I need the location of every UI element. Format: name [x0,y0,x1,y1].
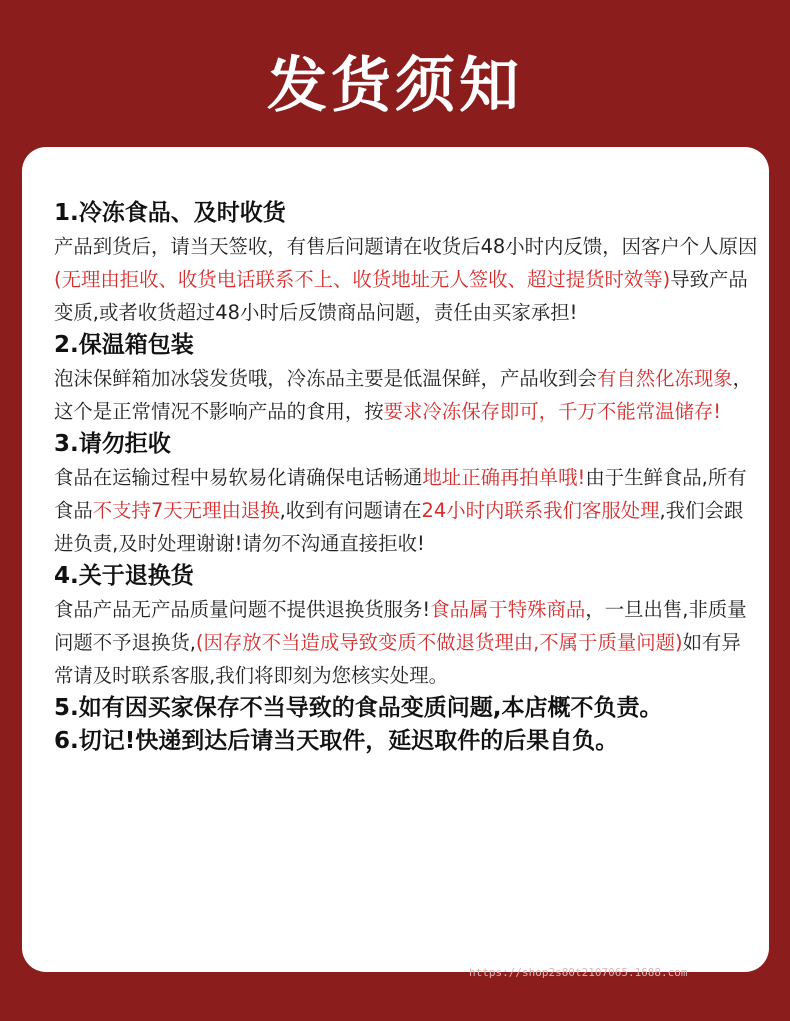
section-heading-2: 2.保温箱包装 [54,332,194,358]
text-run: 由于生鲜食品,所有食品 [54,466,747,522]
text-run: 食品在运输过程中易软易化请确保电话畅通 [54,466,423,489]
section-body-4 [54,593,759,692]
text-run: ，这个是正常情况不影响产品的食用，按 [54,367,753,423]
highlight-run: (无理由拒收、收货电话联系不上、收货地址无人签收、超过提货时效等) [54,268,671,291]
section-body-1 [54,230,759,329]
watermark-url: https://shop2s80t2107065.1688.com [469,966,688,979]
text-run: 食品产品无产品质量问题不提供退换货服务! [54,598,431,621]
text-run: ，一旦出售,非质量问题不予退换货, [54,598,747,654]
highlight-run: 要求冷冻保存即可，千万不能常温储存! [383,400,722,423]
highlight-run: 有自然化冻现象 [596,367,733,390]
highlight-run: 地址正确再拍单哦! [422,466,586,489]
text-run: ,收到有问题请在 [279,499,422,522]
section-body-2 [54,362,759,428]
highlight-run: 24小时内联系我们客服处理 [421,499,660,522]
text-run: 泡沫保鲜箱加冰袋发货哦，冷冻品主要是低温保鲜，产品收到会 [54,367,597,390]
notice-card [22,147,769,972]
note-5: 5.如有因买家保存不当导致的食品变质问题,本店概不负责。 [54,695,663,721]
text-run: 产品到货后，请当天签收，有售后问题请在收货后48小时内反馈，因客户个人原因 [54,235,758,258]
section-heading-4: 4.关于退换货 [54,563,194,589]
highlight-run: 不支持7天无理由退换 [92,499,280,522]
section-heading-1: 1.冷冻食品、及时收货 [54,200,286,226]
page-title: 发货须知 [267,51,523,121]
note-6: 6.切记!快递到达后请当天取件，延迟取件的后果自负。 [54,728,619,754]
text-run: 导致产品变质,或者收货超过48小时后反馈商品问题，责任由买家承担! [54,268,748,324]
highlight-run: (因存放不当造成导致变质不做退货理由,不属于质量问题) [195,631,683,654]
notice-content [54,197,759,758]
highlight-run: 食品属于特殊商品 [430,598,586,621]
section-body-3 [54,461,759,560]
text-run: 如有异常请及时联系客服,我们将即刻为您核实处理。 [54,631,741,687]
text-run: ,我们会跟进负责,及时处理谢谢!请勿不沟通直接拒收! [54,499,744,555]
section-heading-3: 3.请勿拒收 [54,431,171,457]
